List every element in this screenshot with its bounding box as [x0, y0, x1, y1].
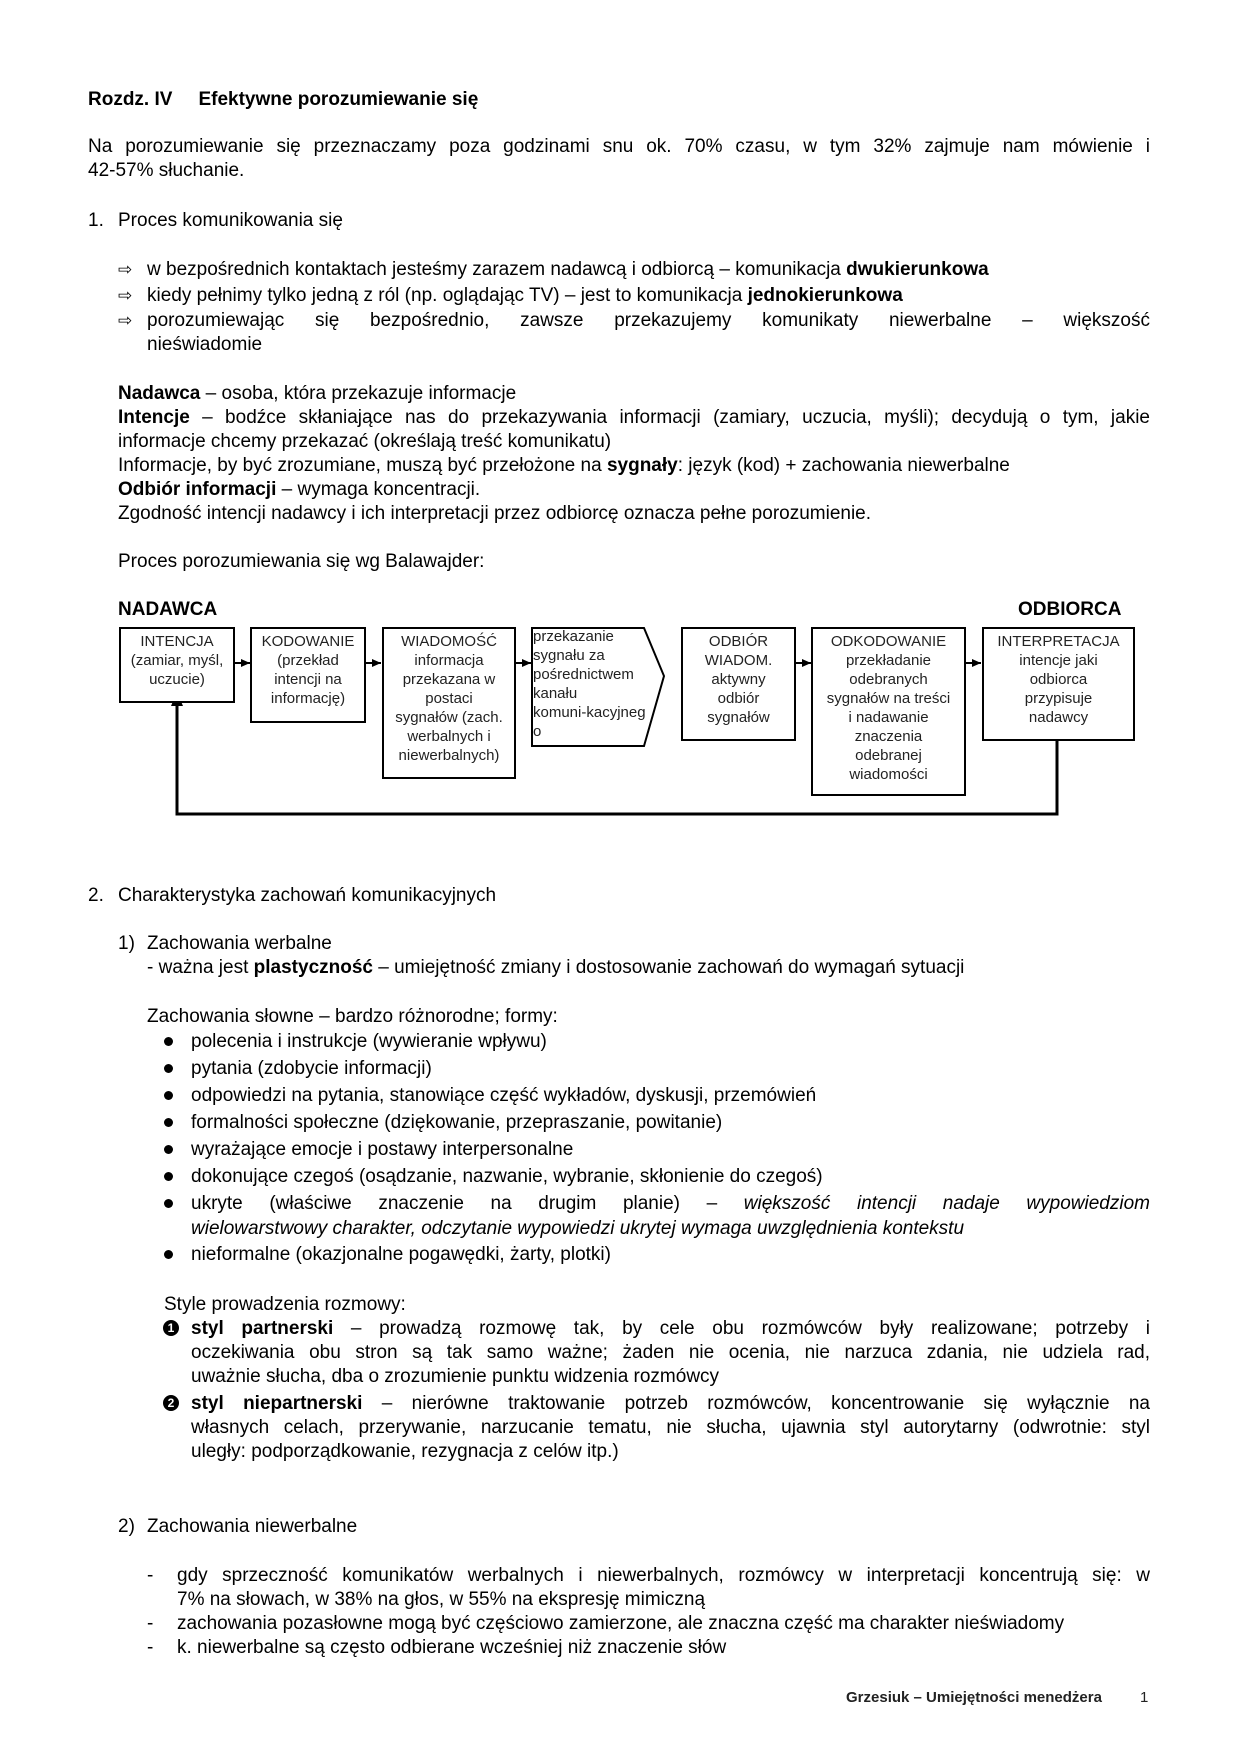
- bullet-icon: [164, 1037, 173, 1046]
- forms-intro: Zachowania słowne – bardzo różnorodne; formy:: [147, 1006, 558, 1027]
- diagram-sender-label: NADAWCA: [118, 599, 218, 620]
- bullet-icon: [164, 1199, 173, 1208]
- style-niepartnerski-line-3: uległy: podporządkowanie, rezygnacja z celów itp.): [191, 1441, 619, 1462]
- number-two-icon: 2: [163, 1395, 179, 1411]
- arrow-bullet-icon: ⇨: [118, 311, 133, 330]
- diagram-box-intencja: INTENCJA (zamiar, myśl, uczucie): [119, 627, 235, 703]
- nonverbal-item-1-line-1: gdy sprzeczność komunikatów werbalnych i niewerbalnych, rozmówcy w interpretacji koncentrują się: w: [177, 1565, 1150, 1586]
- diagram-channel-text: przekazanie sygnału za pośrednictwem kanału komuni-kacyjneg o: [533, 628, 646, 740]
- bullet-icon: [164, 1064, 173, 1073]
- def-intencje-line-2: informacje chcemy przekazać (określają treść komunikatu): [118, 431, 612, 452]
- arrow-item-3-line-1: porozumiewając się bezpośrednio, zawsze przekazujemy komunikaty niewerbalne – większość: [147, 310, 1150, 331]
- dash-bullet: -: [147, 1565, 154, 1586]
- diagram-box-kodowanie: KODOWANIE (przekład intencji na informację): [250, 627, 366, 723]
- sub-1-number: 1): [118, 933, 135, 954]
- sub-2-number: 2): [118, 1516, 135, 1537]
- form-item-1: polecenia i instrukcje (wywieranie wpływu): [191, 1031, 547, 1052]
- bullet-icon: [164, 1118, 173, 1127]
- intro-line-2: 42-57% słuchanie.: [88, 160, 245, 181]
- bullet-icon: [164, 1250, 173, 1259]
- footer-text: Grzesiuk – Umiejętności menedżera: [846, 1689, 1102, 1706]
- bullet-icon: [164, 1091, 173, 1100]
- diagram-box-interpretacja: INTERPRETACJA intencje jaki odbiorca przypisuje nadawcy: [982, 627, 1135, 741]
- def-nadawca: Nadawca – osoba, która przekazuje informacje: [118, 383, 517, 404]
- section-2-title: Charakterystyka zachowań komunikacyjnych: [118, 885, 497, 906]
- page-number: 1: [1140, 1689, 1149, 1706]
- section-2-number: 2.: [88, 885, 104, 906]
- styles-intro: Style prowadzenia rozmowy:: [164, 1294, 406, 1315]
- arrow-bullet-icon: ⇨: [118, 260, 133, 279]
- arrow-item-2: kiedy pełnimy tylko jedną z ról (np. oglądając TV) – jest to komunikacja jednokierunkowa: [147, 285, 903, 306]
- def-sygnaly: Informacje, by być zrozumiane, muszą być przełożone na sygnały: język (kod) + zachowania niewerbalne: [118, 455, 1010, 476]
- style-niepartnerski-line-1: styl niepartnerski – nierówne traktowanie potrzeb rozmówców, koncentrowanie się wyłącznie na: [191, 1393, 1150, 1414]
- def-intencje-line-1: Intencje – bodźce skłaniające nas do przekazywania informacji (zamiary, uczucia, myśli); decydują o tym, jakie: [118, 407, 1150, 428]
- dash-bullet: -: [147, 1613, 154, 1634]
- arrow-bullet-icon: ⇨: [118, 286, 133, 305]
- plastycznosc-note: - ważna jest plastyczność – umiejętność zmiany i dostosowanie zachowań do wymagań sytuacji: [147, 957, 965, 978]
- def-odbior: Odbiór informacji – wymaga koncentracji.: [118, 479, 481, 500]
- bullet-icon: [164, 1172, 173, 1181]
- sub-2-title: Zachowania niewerbalne: [147, 1516, 358, 1537]
- style-partnerski-line-3: uważnie słucha, dba o zrozumienie punktu widzenia rozmówcy: [191, 1366, 720, 1387]
- form-item-ukryte-line-2: wielowarstwowy charakter, odczytanie wypowiedzi ukrytej wymaga uwzględnienia kontekstu: [191, 1218, 965, 1239]
- section-1-title: Proces komunikowania się: [118, 210, 343, 231]
- intro-line-1: Na porozumiewanie się przeznaczamy poza godzinami snu ok. 70% czasu, w tym 32% zajmuje nam mówienie i: [88, 136, 1150, 157]
- arrow-item-3-line-2: nieświadomie: [147, 334, 263, 355]
- process-title: Proces porozumiewania się wg Balawajder:: [118, 551, 485, 572]
- chapter-number: Rozdz. IV: [88, 89, 173, 110]
- diagram-box-odbior: ODBIÓR WIADOM. aktywny odbiór sygnałów: [681, 627, 796, 741]
- form-item-4: formalności społeczne (dziękowanie, przepraszanie, powitanie): [191, 1112, 723, 1133]
- dash-bullet: -: [147, 1637, 154, 1658]
- style-partnerski-line-2: oczekiwania obu stron są tak samo ważne; żaden nie ocenia, nie narzuca zdania, nie udziela rad,: [191, 1342, 1150, 1363]
- diagram-box-odkodowanie: ODKODOWANIE przekładanie odebranych sygnałów na treści i nadawanie znaczenia odebranej wiadomości: [811, 627, 966, 796]
- form-item-nieformalne: nieformalne (okazjonalne pogawędki, żarty, plotki): [191, 1244, 611, 1265]
- form-item-2: pytania (zdobycie informacji): [191, 1058, 432, 1079]
- section-1-number: 1.: [88, 210, 104, 231]
- form-item-ukryte-line-1: ukryte (właściwe znaczenie na drugim planie) – większość intencji nadaje wypowiedziom: [191, 1193, 1150, 1214]
- chapter-title: Efektywne porozumiewanie się: [198, 89, 479, 110]
- style-niepartnerski-line-2: własnych celach, przerywanie, narzucanie tematu, nie słucha, ujawnia styl autorytarny (odwrotnie: styl: [191, 1417, 1150, 1438]
- number-one-icon: 1: [163, 1320, 179, 1336]
- nonverbal-item-2: zachowania pozasłowne mogą być częściowo zamierzone, ale znaczna część ma charakter nieświadomy: [177, 1613, 1065, 1634]
- nonverbal-item-3: k. niewerbalne są często odbierane wcześniej niż znaczenie słów: [177, 1637, 727, 1658]
- style-partnerski-line-1: styl partnerski – prowadzą rozmowę tak, by cele obu rozmówców były realizowane; potrzeby i: [191, 1318, 1150, 1339]
- bullet-icon: [164, 1145, 173, 1154]
- form-item-5: wyrażające emocje i postawy interpersonalne: [191, 1139, 574, 1160]
- arrow-item-1: w bezpośrednich kontaktach jesteśmy zarazem nadawcą i odbiorcą – komunikacja dwukierunkowa: [147, 259, 989, 280]
- diagram-receiver-label: ODBIORCA: [1018, 599, 1122, 620]
- form-item-3: odpowiedzi na pytania, stanowiące część wykładów, dyskusji, przemówień: [191, 1085, 817, 1106]
- nonverbal-item-1-line-2: 7% na słowach, w 38% na głos, w 55% na ekspresję mimiczną: [177, 1589, 706, 1610]
- def-zgodnosc: Zgodność intencji nadawcy i ich interpretacji przez odbiorcę oznacza pełne porozumienie.: [118, 503, 872, 524]
- sub-1-title: Zachowania werbalne: [147, 933, 332, 954]
- diagram-box-wiadomosc: WIADOMOŚĆ informacja przekazana w postaci sygnałów (zach. werbalnych i niewerbalnych): [382, 627, 516, 779]
- form-item-6: dokonujące czegoś (osądzanie, nazwanie, wybranie, skłonienie do czegoś): [191, 1166, 823, 1187]
